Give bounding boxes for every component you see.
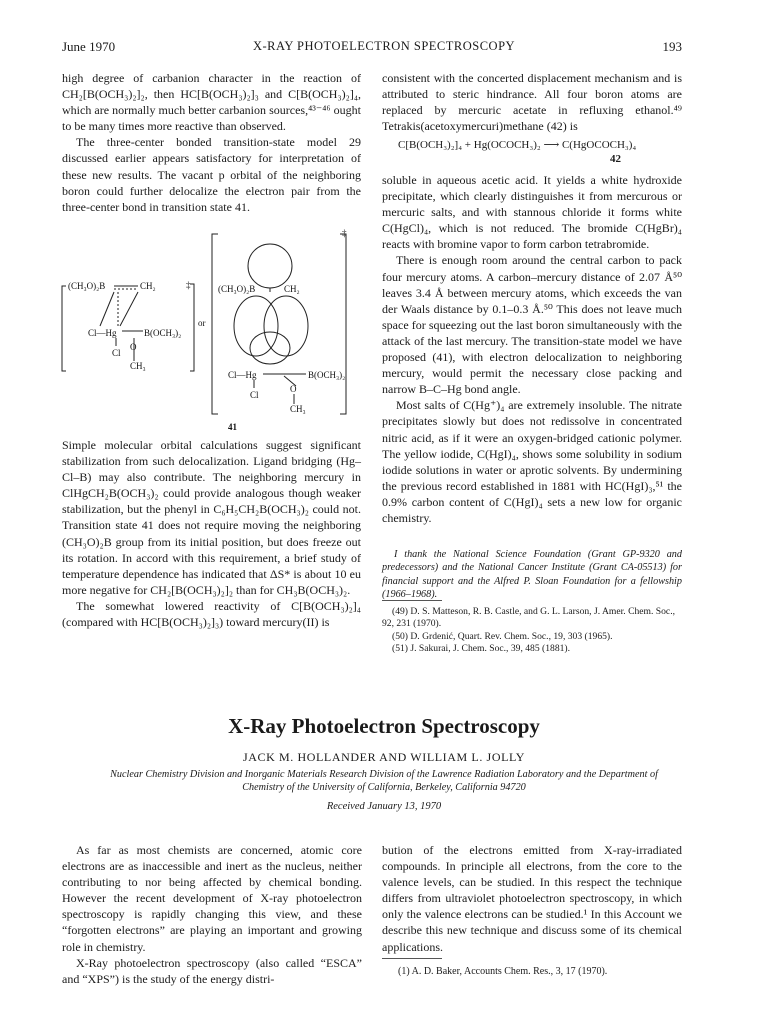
paragraph: consistent with the concerted displacement mechanism and is attributed to steric hindrance. All four boron atoms are replaced by mercuric acetate in refluxing ethanol.⁴⁹ Tetrakis(acetoxymercuri)methane (42) is xyxy=(382,71,682,134)
article-title: X-Ray Photoelectron Spectroscopy xyxy=(228,714,540,738)
paragraph: X-Ray photoelectron spectroscopy (also called “ESCA” and “XPS”) is the study of the energy distri- xyxy=(62,955,362,986)
reference-item: (51) J. Sakurai, J. Chem. Soc., 39, 485 (1881). xyxy=(392,643,570,655)
article-right-column xyxy=(382,842,682,955)
paragraph: Simple molecular orbital calculations suggest significant stabilization from such delocalization. Ligand bridging (Hg–Cl–B) may also contribute. The neighboring mercury in ClHgCH₂B(OCH₃)₂ could provide analogous though weaker stabilization, but the phenyl in C₆H₅CH₂B(OCH₃)₂ could not. Transition state 41 does not require moving the neighboring (CH₃O)₂B group from its initial position, but does freeze out its rotation. In accord with this requirement, a brief study of temperature dependence has indicated that ΔS* is about 10 eu more negative for CH₂[B(OCH₃)₂]₂ than for CH₃B(OCH₃)₂. xyxy=(62,438,361,597)
reference-item: (50) D. Grdenić, Quart. Rev. Chem. Soc., 19, 303 (1965). xyxy=(392,630,613,642)
paragraph: Most salts of C(Hg⁺)₄ are extremely insoluble. The nitrate precipitates slowly but does not redissolve in concentrated nitric acid, as if it were an oxygen-bridged cationic polymer. The yellow iodide, C(HgI)₄, shows some solubility in sodium iodide solutions in water or aprotic solvents. By undermining the previous record established in 1881 with HC(HgI)₃,⁵¹ the 0.9% carbon content of C(HgI)₄ sets a new low for organic chemistry. xyxy=(382,398,682,525)
label-left-hg: Cl—Hg xyxy=(88,328,117,338)
label-dagger-right: ‡ xyxy=(342,228,347,238)
right-column-middle xyxy=(382,172,682,526)
reaction-equation: C[B(OCH₃)₂]₄ + Hg(OCOCH₃)₂ ⟶ C(HgOCOCH₃)₄ xyxy=(398,139,637,151)
article-authors: JACK M. HOLLANDER AND WILLIAM L. JOLLY xyxy=(242,750,526,764)
left-column-bottom xyxy=(62,437,361,630)
paragraph: As far as most chemists are concerned, atomic core electrons are as inaccessible and inert as the nucleus, neither contributing to nor being affected by chemical bonding. However the recent development of X-ray photoelectron spectroscopy is rapidly changing this view, and these “forgotten electrons” are playing an important and growing role in chemistry. xyxy=(62,843,362,954)
reference-rule xyxy=(382,600,442,601)
label-right-boch3: B(OCH₃)₂ xyxy=(308,370,346,380)
received-date: Received January 13, 1970 xyxy=(326,801,442,812)
acknowledgment: I thank the National Science Foundation (Grant GP-9320 and predecessors) and the National Cancer Institute (Grant CA-05513) for financial support and the Alfred P. Sloan Foundation for a fellowship (1966–1968). xyxy=(382,549,682,601)
article-left-column xyxy=(62,842,362,987)
paragraph: high degree of carbanion character in the reaction of CH₂[B(OCH₃)₂]₂, then HC[B(OCH₃)₂]₃ and C[B(OCH₃)₂]₄, which are normally much better carbanion sources,⁴³⁻⁴⁶ ought to be many times more reactive than observed. xyxy=(62,71,361,134)
label-left-boron: (CH₃O)₂B xyxy=(68,281,106,291)
header-date: June 1970 xyxy=(62,39,116,54)
label-dagger-left: ‡ xyxy=(186,280,191,290)
label-right-cl: Cl xyxy=(250,390,259,400)
label-left-cl: Cl xyxy=(112,348,121,358)
header-page-number: 193 xyxy=(662,39,682,54)
label-left-ch2: CH₂ xyxy=(140,281,156,291)
paragraph: bution of the electrons emitted from X-ray-irradiated compounds. In principle all electrons, from the core to the valence levels, can be studied. In this respect the technique differs from ultraviolet photoelectron spectroscopy, in which only the valence electrons can be studied.¹ In this Account we describe this new technique and discuss some of its chemical applications. xyxy=(382,843,682,954)
label-or: or xyxy=(198,318,206,328)
left-column-top xyxy=(62,70,361,215)
label-left-boch3: B(OCH₃)₂ xyxy=(144,328,182,338)
label-left-ch3: CH₃ xyxy=(130,361,146,371)
paragraph: There is enough room around the central carbon to pack four mercury atoms. A carbon–mercury distance of 2.07 Å⁵⁰ leaves 3.4 Å between mercury atoms, which exceeds the van der Waals distance by 0.1–0.3 Å.⁵⁰ This does not leave much space for squeezing out the last boron simultaneously with the attack of the last mercury. The transition-state model we have proposed (41), with electron delocalization to neighboring mercury, would permit the necessary close packing and narrow B–C–Hg bond angle. xyxy=(382,253,682,397)
label-right-ch3: CH₃ xyxy=(290,404,306,414)
label-right-o: O xyxy=(290,384,297,394)
footnote-rule xyxy=(382,958,442,959)
label-right-boron: (CH₃O)₂B xyxy=(218,284,256,294)
right-column-top xyxy=(382,70,682,134)
label-left-o: O xyxy=(130,342,137,352)
reference-list xyxy=(382,606,682,656)
transition-state-41-diagram xyxy=(58,226,368,434)
paragraph: soluble in aqueous acetic acid. It yields a white hydroxide precipitate, which clearly distinguishes it from mercurous or mercuric salts, and with stannous chloride it forms white C(HgCl)₄, which is not reduced. The bromide C(HgBr)₄ reacts with bromine vapor to form carbon tetrabromide. xyxy=(382,173,682,252)
reference-item: (49) D. S. Matteson, R. B. Castle, and G. L. Larson, J. Amer. Chem. Soc., 92, 231 (1970). xyxy=(382,606,675,630)
paragraph: The three-center bonded transition-state model 29 discussed earlier appears satisfactory for interpretation of these new results. The vacant p orbital of the neighboring boron could further delocalize the electron pair from the three-center bond in transition state 41. xyxy=(62,135,361,214)
label-right-ch2: CH₂ xyxy=(284,284,300,294)
footnote: (1) A. D. Baker, Accounts Chem. Res., 3, 17 (1970). xyxy=(398,966,608,977)
compound-number-41: 41 xyxy=(228,422,237,432)
article-affiliation: Nuclear Chemistry Division and Inorganic Materials Research Division of the Lawrence Radiation Laboratory and the Department of Chemistry of the University of California, Berkeley, California 94720 xyxy=(110,769,658,793)
label-right-hg: Cl—Hg xyxy=(228,370,257,380)
header-running-title: X-RAY PHOTOELECTRON SPECTROSCOPY xyxy=(252,39,516,53)
equation-number: 42 xyxy=(610,153,621,165)
paragraph: The somewhat lowered reactivity of C[B(OCH₃)₂]₄ (compared with HC[B(OCH₃)₂]₃) toward mercury(II) is xyxy=(62,598,361,630)
